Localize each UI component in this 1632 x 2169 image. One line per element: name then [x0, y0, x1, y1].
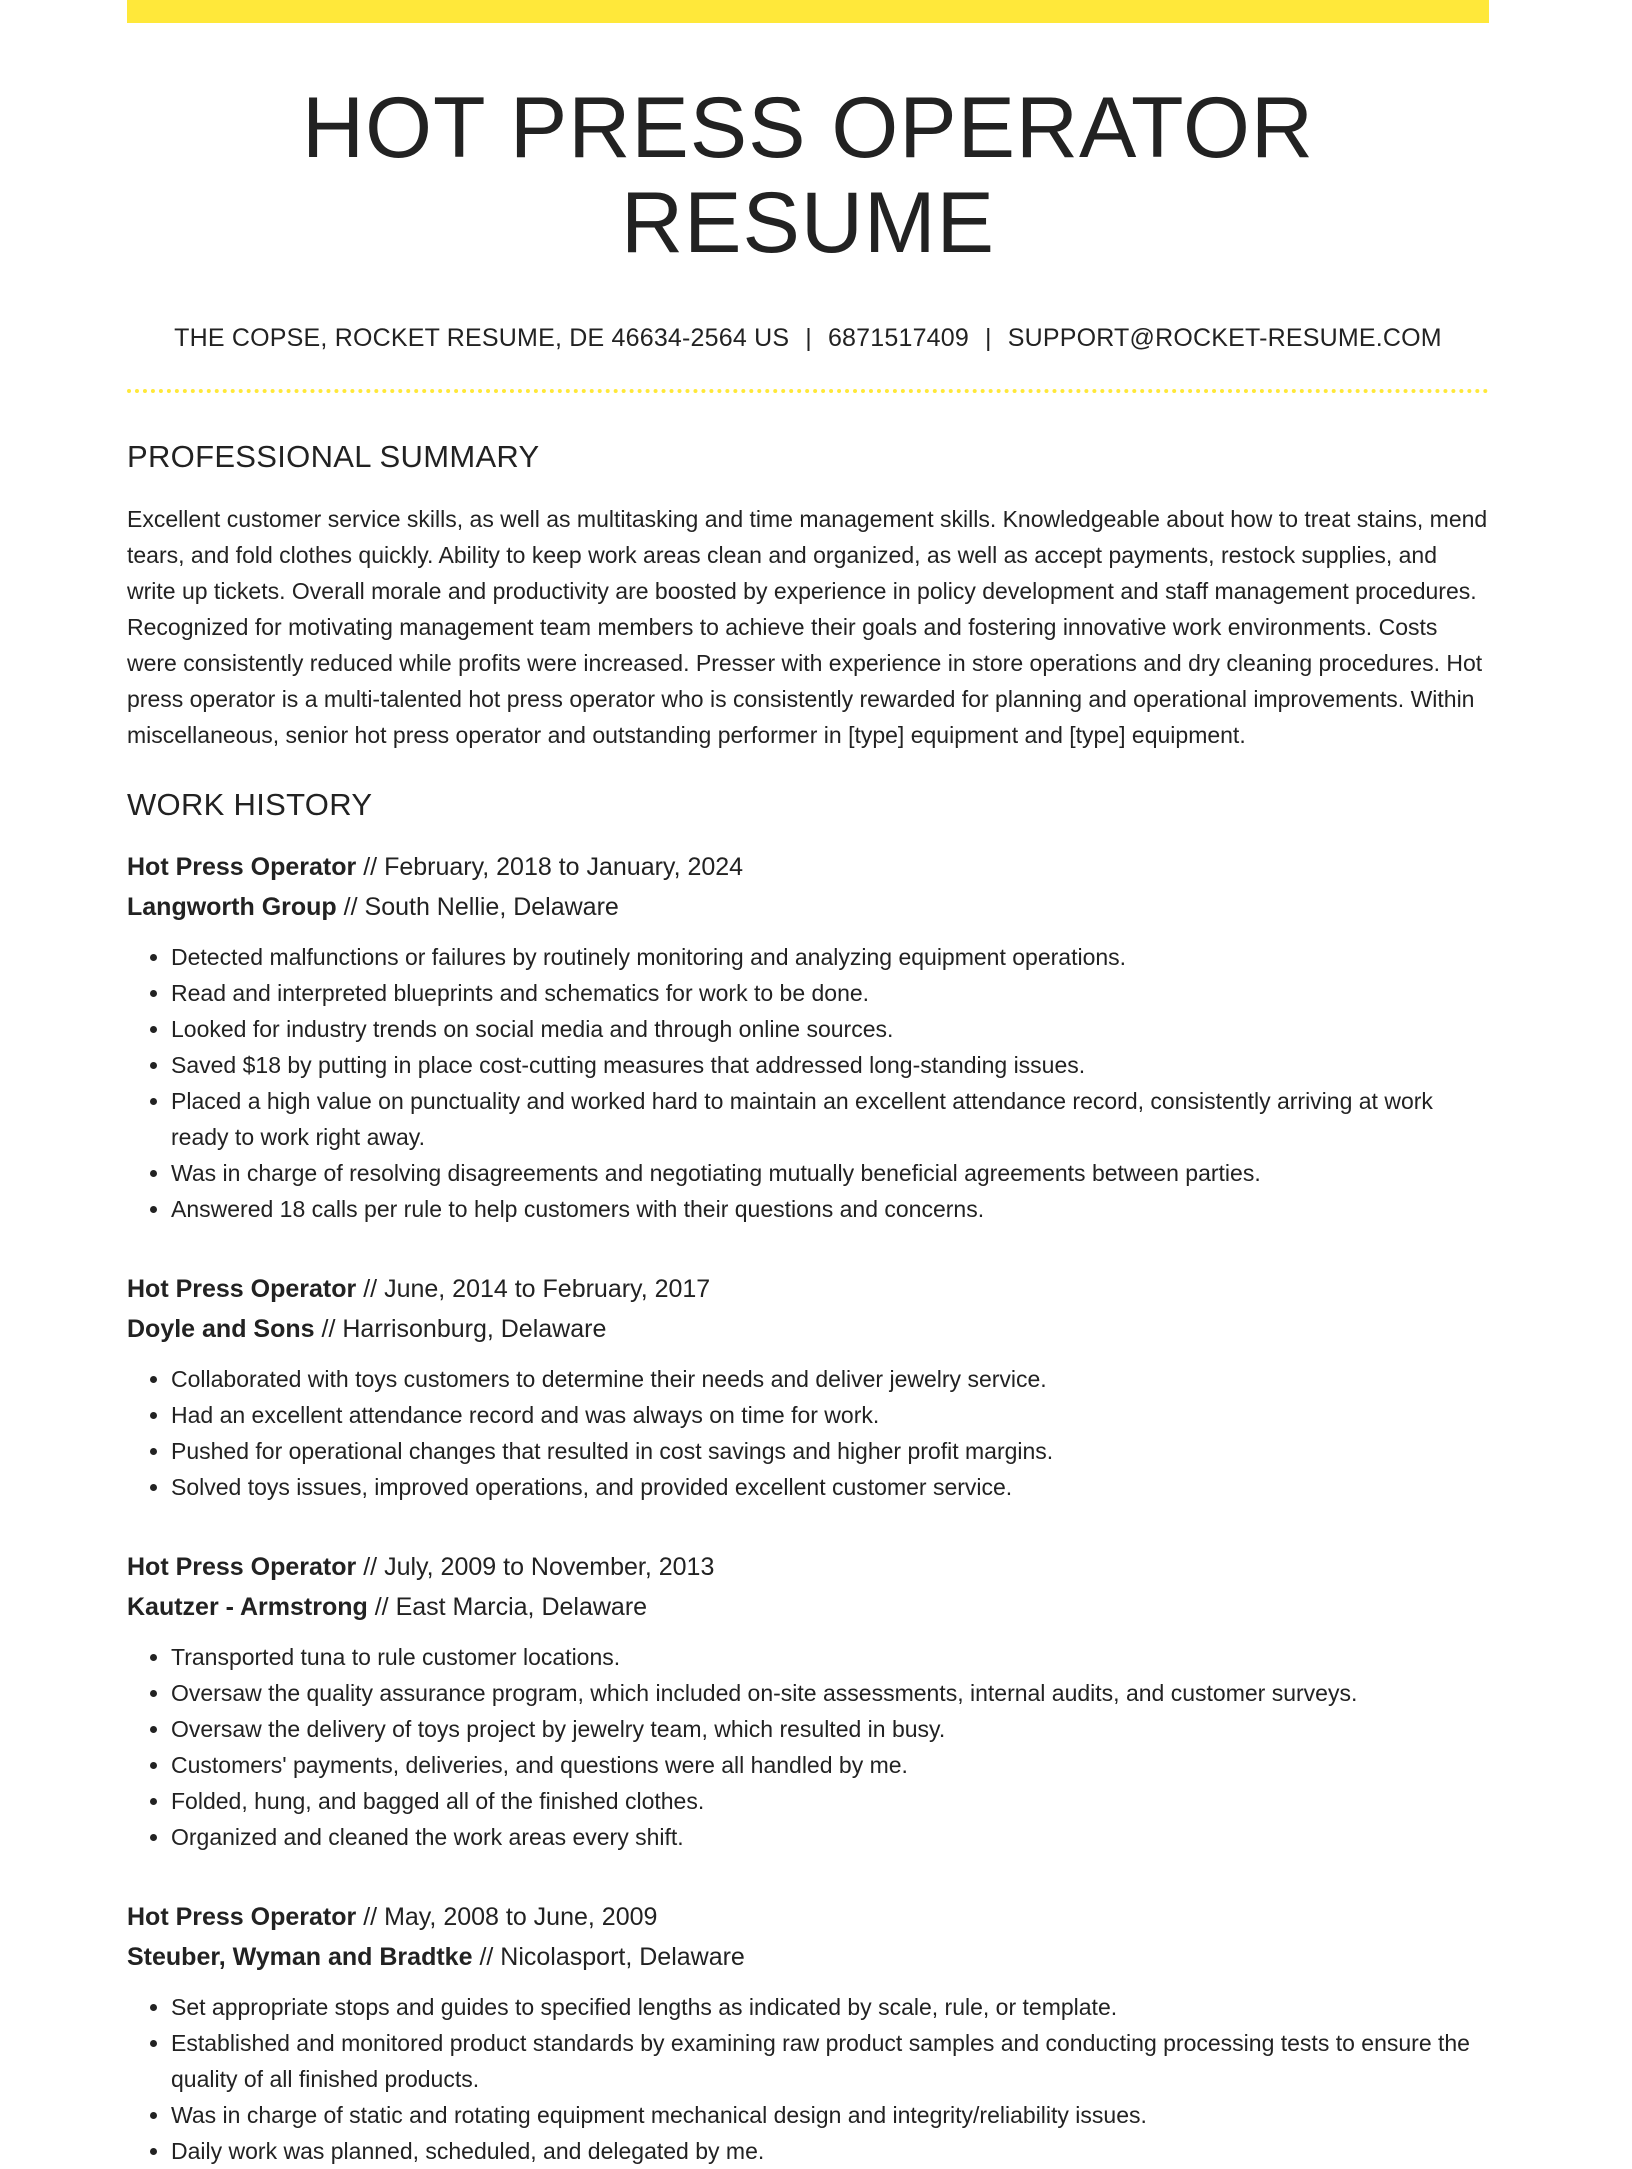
- job-dates: July, 2009 to November, 2013: [384, 1553, 715, 1582]
- contact-separator: |: [805, 324, 812, 353]
- job-bullets: [127, 1361, 1489, 1505]
- bullet-item: • Daily work was planned, scheduled, and delegated by me.: [171, 2133, 1489, 2169]
- job-company: Langworth Group: [127, 893, 337, 922]
- bullet-item: • Pushed for operational changes that resulted in cost savings and higher profit margins.: [171, 1433, 1489, 1469]
- job-title-line: [127, 1269, 1489, 1309]
- job-location: Harrisonburg, Delaware: [342, 1315, 607, 1344]
- separator: //: [363, 1553, 378, 1582]
- bullet-item: • Oversaw the delivery of toys project by jewelry team, which resulted in busy.: [171, 1711, 1489, 1747]
- bullet-item: • Folded, hung, and bagged all of the finished clothes.: [171, 1783, 1489, 1819]
- job-title: Hot Press Operator: [127, 853, 357, 882]
- summary-heading: PROFESSIONAL SUMMARY: [127, 439, 540, 475]
- job-company-line: [127, 1937, 1489, 1977]
- bullet-item: • Solved toys issues, improved operations, and provided excellent customer service.: [171, 1469, 1489, 1505]
- contact-address: THE COPSE, ROCKET RESUME, DE 46634-2564 US: [174, 324, 790, 353]
- job-entry: [127, 1269, 1489, 1505]
- bullet-item: • Organized and cleaned the work areas every shift.: [171, 1819, 1489, 1855]
- work-history-heading: WORK HISTORY: [127, 787, 373, 823]
- bullet-item: • Detected malfunctions or failures by routinely monitoring and analyzing equipment operations.: [171, 939, 1489, 975]
- job-title-line: [127, 1897, 1489, 1937]
- separator: //: [479, 1943, 494, 1972]
- separator: //: [374, 1593, 389, 1622]
- bullet-item: • Set appropriate stops and guides to specified lengths as indicated by scale, rule, or template.: [171, 1989, 1489, 2025]
- bullet-item: • Was in charge of resolving disagreements and negotiating mutually beneficial agreements between parties.: [171, 1155, 1489, 1191]
- resume-page: [127, 0, 1489, 2169]
- bullet-item: • Had an excellent attendance record and was always on time for work.: [171, 1397, 1489, 1433]
- bullet-item: • Customers' payments, deliveries, and questions were all handled by me.: [171, 1747, 1489, 1783]
- separator: //: [363, 1903, 378, 1932]
- bullet-item: • Placed a high value on punctuality and worked hard to maintain an excellent attendance record, consistently arriving at work ready to work right away.: [171, 1083, 1489, 1155]
- job-title: Hot Press Operator: [127, 1553, 357, 1582]
- job-company: Doyle and Sons: [127, 1315, 315, 1344]
- bullet-item: • Looked for industry trends on social media and through online sources.: [171, 1011, 1489, 1047]
- job-dates: May, 2008 to June, 2009: [384, 1903, 658, 1932]
- contact-email: SUPPORT@ROCKET-RESUME.COM: [1007, 324, 1442, 353]
- job-company-line: [127, 1309, 1489, 1349]
- job-location: Nicolasport, Delaware: [500, 1943, 745, 1972]
- separator: //: [343, 893, 358, 922]
- job-title-line: [127, 847, 1489, 887]
- separator: //: [363, 853, 378, 882]
- job-entry: [127, 1897, 1489, 2169]
- bullet-item: • Read and interpreted blueprints and schematics for work to be done.: [171, 975, 1489, 1011]
- job-company: Kautzer - Armstrong: [127, 1593, 368, 1622]
- bullet-item: • Collaborated with toys customers to determine their needs and deliver jewelry service.: [171, 1361, 1489, 1397]
- job-title-line: [127, 1547, 1489, 1587]
- job-dates: February, 2018 to January, 2024: [384, 853, 744, 882]
- job-entry: [127, 1547, 1489, 1855]
- job-bullets: [127, 1639, 1489, 1855]
- job-title: Hot Press Operator: [127, 1275, 357, 1304]
- accent-top-bar: [127, 0, 1489, 23]
- bullet-item: • Transported tuna to rule customer locations.: [171, 1639, 1489, 1675]
- job-location: East Marcia, Delaware: [395, 1593, 648, 1622]
- separator: //: [363, 1275, 378, 1304]
- job-dates: June, 2014 to February, 2017: [384, 1275, 711, 1304]
- separator: //: [321, 1315, 336, 1344]
- job-location: South Nellie, Delaware: [364, 893, 619, 922]
- bullet-item: • Was in charge of static and rotating equipment mechanical design and integrity/reliability issues.: [171, 2097, 1489, 2133]
- job-company: Steuber, Wyman and Bradtke: [127, 1943, 473, 1972]
- job-company-line: [127, 887, 1489, 927]
- dotted-divider: [127, 389, 1489, 393]
- job-title: Hot Press Operator: [127, 1903, 357, 1932]
- bullet-item: • Saved $18 by putting in place cost-cutting measures that addressed long-standing issues.: [171, 1047, 1489, 1083]
- job-bullets: [127, 939, 1489, 1227]
- bullet-item: • Answered 18 calls per rule to help customers with their questions and concerns.: [171, 1191, 1489, 1227]
- job-entry: [127, 847, 1489, 1227]
- contact-line: [127, 324, 1489, 353]
- bullet-item: • Oversaw the quality assurance program, which included on-site assessments, internal audits, and customer surveys.: [171, 1675, 1489, 1711]
- summary-text: Excellent customer service skills, as well as multitasking and time management skills. Knowledgeable about how to treat stains, mend tears, and fold clothes quickly. Ability to keep work areas clean and organized, as well as accept payments, restock supplies, and write up tickets. Overall morale and productivity are boosted by experience in policy development and staff management procedures. Recognized for motivating management team members to achieve their goals and fostering innovative work environments. Costs were consistently reduced while profits were increased. Presser with experience in store operations and dry cleaning procedures. Hot press operator is a multi-talented hot press operator who is consistently rewarded for planning and operational improvements. Within miscellaneous, senior hot press operator and outstanding performer in [type] equipment and [type] equipment.: [127, 506, 1488, 749]
- contact-phone: 6871517409: [827, 324, 969, 353]
- bullet-item: • Established and monitored product standards by examining raw product samples and conducting processing tests to ensure the quality of all finished products.: [171, 2025, 1489, 2097]
- resume-title: HOT PRESS OPERATOR RESUME: [302, 80, 1314, 271]
- contact-separator: |: [985, 324, 992, 353]
- job-bullets: [127, 1989, 1489, 2169]
- job-company-line: [127, 1587, 1489, 1627]
